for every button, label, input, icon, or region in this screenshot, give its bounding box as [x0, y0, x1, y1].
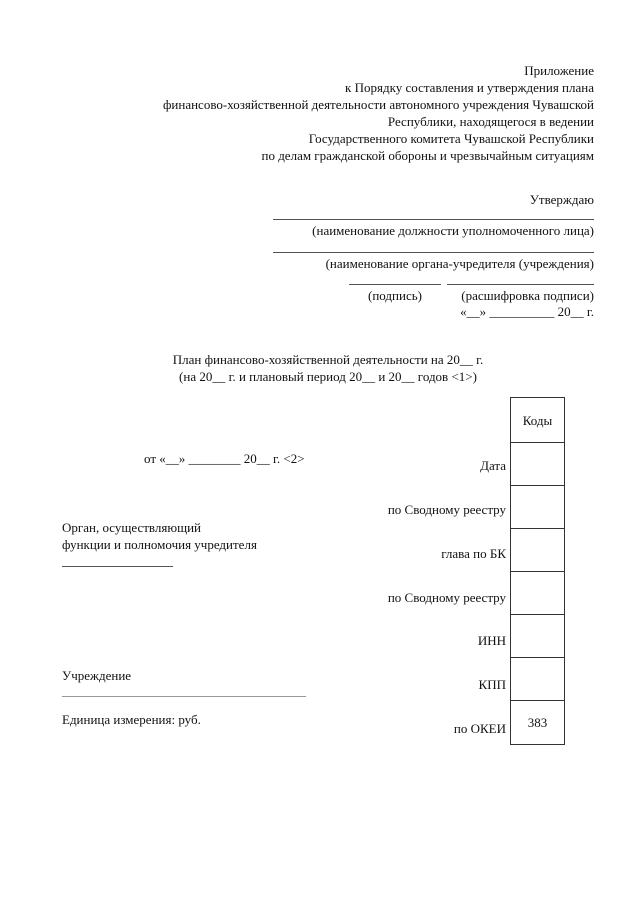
decoding-caption: (расшифровка подписи)	[461, 288, 594, 303]
unit-label: Единица измерения: руб.	[62, 712, 201, 727]
signature-caption: (подпись)	[368, 288, 422, 303]
header-line: Республики, находящегося в ведении	[387, 114, 594, 129]
position-caption: (наименование должности уполномоченного лица)	[312, 223, 594, 238]
institution-line	[62, 696, 306, 697]
plan-title-line2: (на 20__ г. и плановый период 20__ и 20__ годов <1>)	[179, 369, 477, 384]
codes-label-date: Дата	[480, 458, 506, 473]
position-line	[273, 219, 594, 220]
codes-label-registry-2: по Сводному реестру	[387, 590, 506, 605]
approval-date: «__» __________ 20__ г.	[460, 304, 594, 319]
codes-cell-inn	[511, 615, 564, 658]
header-line: финансово-хозяйственной деятельности автономного учреждения Чувашской	[162, 97, 594, 112]
codes-cell-registry	[511, 486, 564, 529]
plan-title-line1: План финансово-хозяйственной деятельности на 20__ г.	[172, 352, 484, 367]
codes-cell-okei: 383	[511, 701, 564, 745]
codes-label-inn: ИНН	[477, 633, 506, 648]
codes-label-okei: по ОКЕИ	[453, 721, 506, 736]
signature-line	[349, 284, 441, 285]
codes-label-registry: по Сводному реестру	[387, 502, 506, 517]
codes-cell-date	[511, 443, 564, 486]
founder-organ-line2: функции и полномочия учредителя	[62, 537, 257, 552]
header-line: Приложение	[524, 63, 594, 78]
appendix-header	[74, 62, 594, 164]
header-line: Государственного комитета Чувашской Республики	[308, 131, 594, 146]
institution-label: Учреждение	[62, 668, 132, 683]
organ-caption: (наименование органа-учредителя (учреждения)	[325, 256, 594, 271]
organ-line	[273, 252, 594, 253]
codes-label-budget-chapter: глава по БК	[441, 546, 506, 561]
codes-cell-kpp	[511, 658, 564, 701]
approval-title: Утверждаю	[529, 192, 594, 207]
plan-date: от «__» ________ 20__ г. <2>	[144, 451, 305, 466]
header-line: по делам гражданской обороны и чрезвычайным ситуациям	[261, 148, 594, 163]
founder-organ-line1: Орган, осуществляющий	[62, 520, 201, 535]
codes-label-kpp: КПП	[478, 677, 506, 692]
codes-cell-budget-chapter	[511, 529, 564, 572]
codes-table	[510, 397, 565, 745]
header-line: к Порядку составления и утверждения плана	[345, 80, 594, 95]
founder-organ	[62, 519, 257, 553]
plan-title	[0, 351, 640, 385]
founder-organ-line	[62, 566, 173, 567]
decoding-line	[447, 284, 594, 285]
codes-header: Коды	[511, 398, 564, 443]
codes-cell-registry-2	[511, 572, 564, 615]
